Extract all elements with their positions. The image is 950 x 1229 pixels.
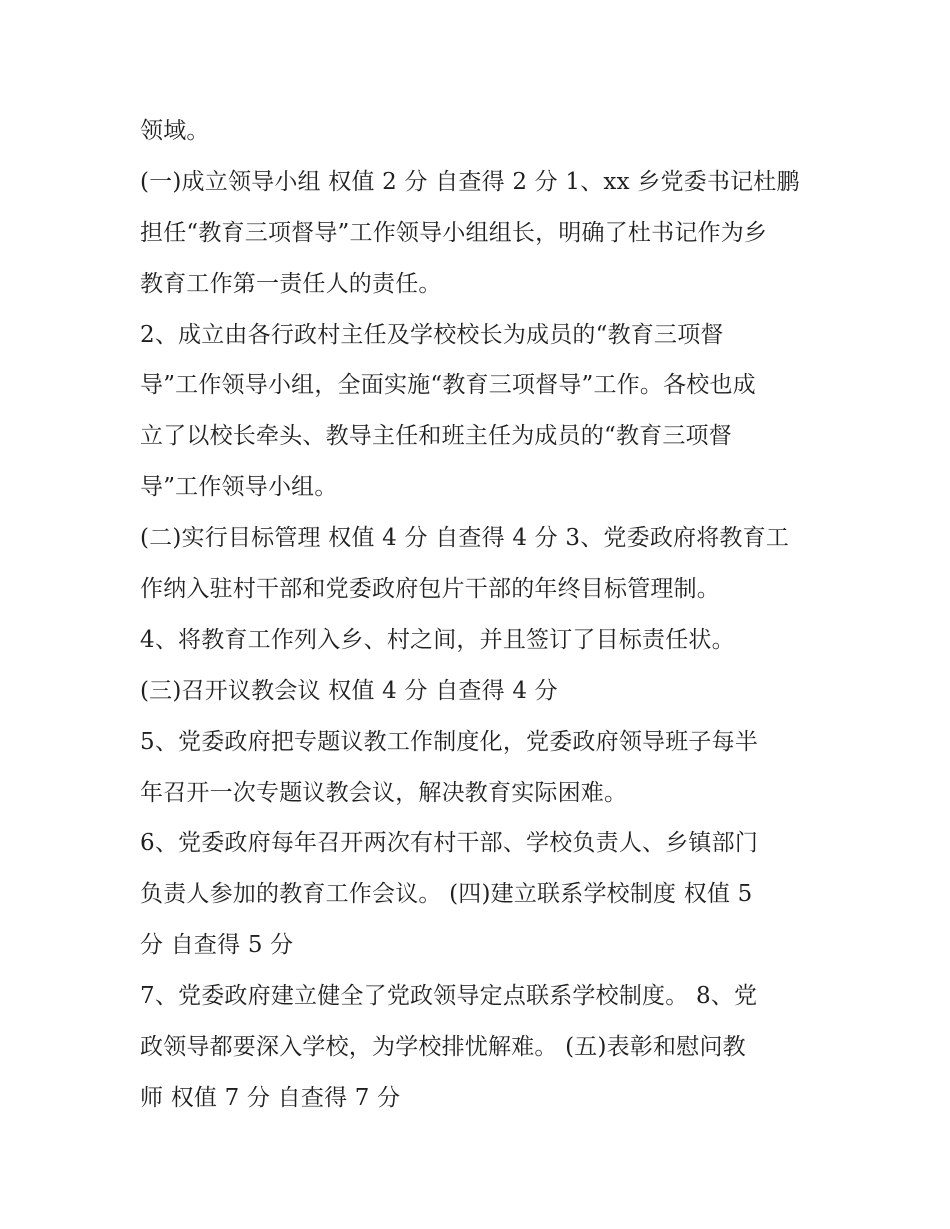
- text-line: 2、成立由各行政村主任及学校校长为成员的“教育三项督: [140, 321, 724, 348]
- text-line: 导”工作领导小组。: [140, 474, 338, 501]
- text-line: 立了以校长牵头、教导主任和班主任为成员的“教育三项督: [140, 423, 732, 450]
- text-line: 导”工作领导小组，全面实施“教育三项督导”工作。各校也成: [140, 372, 756, 399]
- text-line: 作纳入驻村干部和党委政府包片干部的年终目标管理制。: [140, 576, 720, 603]
- text-line: 年召开一次专题议教会议，解决教育实际困难。: [140, 779, 628, 806]
- document-body: [140, 106, 815, 1124]
- text-line: 4、将教育工作列入乡、村之间，并且签订了目标责任状。: [140, 626, 735, 653]
- text-line: (三)召开议教会议 权值 4 分 自查得 4 分: [140, 677, 558, 704]
- text-line: 教育工作第一责任人的责任。: [140, 270, 442, 297]
- text-line: (二)实行目标管理 权值 4 分 自查得 4 分 3、党委政府将教育工: [140, 525, 790, 552]
- text-line: 7、党委政府建立健全了党政领导定点联系学校制度。 8、党: [140, 983, 758, 1010]
- text-line: 5、党委政府把专题议教工作制度化，党委政府领导班子每半: [140, 728, 759, 755]
- text-line: 领域。: [140, 118, 210, 144]
- text-line: 负责人参加的教育工作会议。 (四)建立联系学校制度 权值 5: [140, 881, 753, 908]
- text-line: 政领导都要深入学校，为学校排忧解难。 (五)表彰和慰问教: [140, 1034, 746, 1061]
- text-line: 分 自查得 5 分: [140, 932, 294, 959]
- text-line: 师 权值 7 分 自查得 7 分: [140, 1084, 401, 1111]
- text-line: 担任“教育三项督导”工作领导小组组长，明确了杜书记作为乡: [140, 219, 768, 246]
- text-line: 6、党委政府每年召开两次有村干部、学校负责人、乡镇部门: [140, 830, 759, 857]
- text-line: (一)成立领导小组 权值 2 分 自查得 2 分 1、xx 乡党委书记杜鹏: [140, 168, 800, 195]
